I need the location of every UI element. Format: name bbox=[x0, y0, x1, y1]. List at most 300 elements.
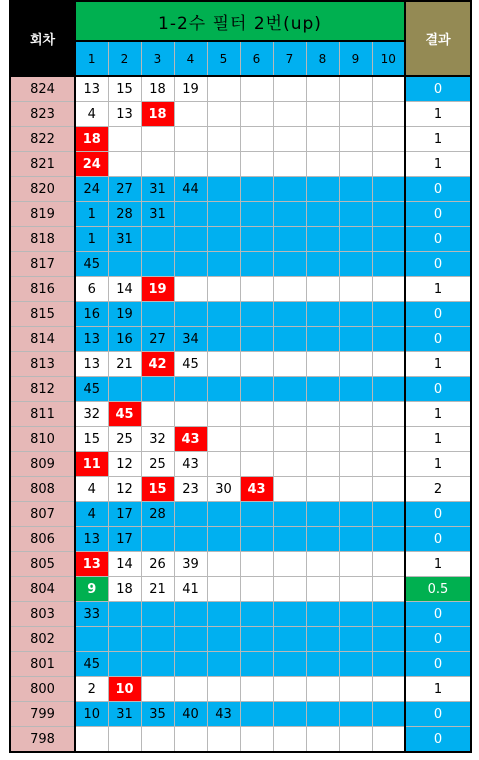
number-cell[interactable]: 27 bbox=[108, 177, 141, 202]
number-cell[interactable] bbox=[273, 602, 306, 627]
number-cell[interactable]: 35 bbox=[141, 702, 174, 727]
number-cell[interactable] bbox=[372, 727, 405, 753]
number-cell[interactable] bbox=[306, 427, 339, 452]
number-cell[interactable] bbox=[306, 602, 339, 627]
number-cell[interactable]: 43 bbox=[240, 477, 273, 502]
number-cell[interactable] bbox=[174, 602, 207, 627]
round-cell[interactable]: 804 bbox=[10, 577, 75, 602]
number-cell[interactable]: 15 bbox=[108, 76, 141, 102]
number-cell[interactable]: 34 bbox=[174, 327, 207, 352]
round-cell[interactable]: 822 bbox=[10, 127, 75, 152]
number-cell[interactable] bbox=[372, 702, 405, 727]
number-cell[interactable] bbox=[306, 502, 339, 527]
number-cell[interactable] bbox=[273, 477, 306, 502]
number-cell[interactable] bbox=[108, 252, 141, 277]
number-cell[interactable] bbox=[339, 452, 372, 477]
number-cell[interactable] bbox=[174, 527, 207, 552]
number-cell[interactable] bbox=[240, 76, 273, 102]
number-cell[interactable]: 13 bbox=[75, 352, 108, 377]
number-cell[interactable]: 28 bbox=[141, 502, 174, 527]
number-cell[interactable] bbox=[240, 652, 273, 677]
number-cell[interactable] bbox=[141, 727, 174, 753]
number-cell[interactable] bbox=[108, 627, 141, 652]
number-cell[interactable] bbox=[339, 502, 372, 527]
column-header[interactable]: 10 bbox=[372, 41, 405, 76]
round-cell[interactable]: 821 bbox=[10, 152, 75, 177]
round-cell[interactable]: 803 bbox=[10, 602, 75, 627]
number-cell[interactable] bbox=[240, 677, 273, 702]
number-cell[interactable] bbox=[174, 152, 207, 177]
number-cell[interactable]: 28 bbox=[108, 202, 141, 227]
number-cell[interactable]: 13 bbox=[75, 552, 108, 577]
round-cell[interactable]: 802 bbox=[10, 627, 75, 652]
number-cell[interactable] bbox=[306, 177, 339, 202]
number-cell[interactable] bbox=[207, 502, 240, 527]
number-cell[interactable]: 43 bbox=[207, 702, 240, 727]
number-cell[interactable]: 10 bbox=[108, 677, 141, 702]
number-cell[interactable] bbox=[174, 277, 207, 302]
number-cell[interactable] bbox=[339, 377, 372, 402]
column-header[interactable]: 5 bbox=[207, 41, 240, 76]
result-cell[interactable]: 0 bbox=[405, 377, 471, 402]
number-cell[interactable] bbox=[108, 602, 141, 627]
number-cell[interactable] bbox=[372, 102, 405, 127]
number-cell[interactable]: 45 bbox=[75, 377, 108, 402]
number-cell[interactable]: 23 bbox=[174, 477, 207, 502]
number-cell[interactable]: 19 bbox=[108, 302, 141, 327]
result-cell[interactable]: 1 bbox=[405, 102, 471, 127]
result-cell[interactable]: 1 bbox=[405, 427, 471, 452]
number-cell[interactable]: 13 bbox=[75, 527, 108, 552]
number-cell[interactable] bbox=[174, 227, 207, 252]
number-cell[interactable]: 1 bbox=[75, 202, 108, 227]
number-cell[interactable] bbox=[372, 452, 405, 477]
result-cell[interactable]: 1 bbox=[405, 152, 471, 177]
number-cell[interactable]: 4 bbox=[75, 477, 108, 502]
column-header[interactable]: 4 bbox=[174, 41, 207, 76]
number-cell[interactable] bbox=[240, 577, 273, 602]
round-cell[interactable]: 813 bbox=[10, 352, 75, 377]
number-cell[interactable] bbox=[207, 76, 240, 102]
number-cell[interactable]: 10 bbox=[75, 702, 108, 727]
number-cell[interactable] bbox=[306, 677, 339, 702]
number-cell[interactable] bbox=[273, 352, 306, 377]
number-cell[interactable] bbox=[372, 302, 405, 327]
number-cell[interactable] bbox=[273, 127, 306, 152]
table-title[interactable]: 1-2수 필터 2번(up) bbox=[75, 1, 405, 41]
round-cell[interactable]: 818 bbox=[10, 227, 75, 252]
number-cell[interactable] bbox=[240, 702, 273, 727]
result-cell[interactable]: 1 bbox=[405, 402, 471, 427]
result-cell[interactable]: 1 bbox=[405, 677, 471, 702]
round-cell[interactable]: 805 bbox=[10, 552, 75, 577]
number-cell[interactable] bbox=[207, 377, 240, 402]
number-cell[interactable] bbox=[372, 627, 405, 652]
number-cell[interactable] bbox=[372, 377, 405, 402]
round-cell[interactable]: 801 bbox=[10, 652, 75, 677]
number-cell[interactable]: 1 bbox=[75, 227, 108, 252]
number-cell[interactable]: 25 bbox=[108, 427, 141, 452]
number-cell[interactable] bbox=[141, 402, 174, 427]
number-cell[interactable] bbox=[339, 102, 372, 127]
number-cell[interactable] bbox=[339, 202, 372, 227]
number-cell[interactable] bbox=[372, 327, 405, 352]
number-cell[interactable] bbox=[306, 127, 339, 152]
number-cell[interactable]: 21 bbox=[141, 577, 174, 602]
number-cell[interactable]: 18 bbox=[141, 76, 174, 102]
number-cell[interactable] bbox=[273, 627, 306, 652]
number-cell[interactable] bbox=[306, 277, 339, 302]
result-cell[interactable]: 0 bbox=[405, 202, 471, 227]
round-cell[interactable]: 806 bbox=[10, 527, 75, 552]
number-cell[interactable] bbox=[207, 327, 240, 352]
round-cell[interactable]: 800 bbox=[10, 677, 75, 702]
number-cell[interactable] bbox=[174, 127, 207, 152]
number-cell[interactable]: 18 bbox=[108, 577, 141, 602]
number-cell[interactable] bbox=[339, 527, 372, 552]
number-cell[interactable] bbox=[306, 302, 339, 327]
number-cell[interactable] bbox=[273, 152, 306, 177]
number-cell[interactable] bbox=[240, 202, 273, 227]
number-cell[interactable]: 13 bbox=[108, 102, 141, 127]
number-cell[interactable] bbox=[372, 527, 405, 552]
number-cell[interactable]: 16 bbox=[108, 327, 141, 352]
number-cell[interactable] bbox=[141, 152, 174, 177]
number-cell[interactable] bbox=[174, 252, 207, 277]
number-cell[interactable] bbox=[339, 427, 372, 452]
number-cell[interactable] bbox=[240, 452, 273, 477]
number-cell[interactable] bbox=[273, 277, 306, 302]
number-cell[interactable] bbox=[207, 202, 240, 227]
number-cell[interactable] bbox=[306, 327, 339, 352]
number-cell[interactable] bbox=[306, 552, 339, 577]
number-cell[interactable] bbox=[273, 577, 306, 602]
round-cell[interactable]: 820 bbox=[10, 177, 75, 202]
number-cell[interactable] bbox=[141, 652, 174, 677]
number-cell[interactable] bbox=[273, 202, 306, 227]
number-cell[interactable] bbox=[240, 177, 273, 202]
number-cell[interactable] bbox=[372, 252, 405, 277]
number-cell[interactable] bbox=[339, 702, 372, 727]
result-cell[interactable]: 0.5 bbox=[405, 577, 471, 602]
number-cell[interactable] bbox=[339, 352, 372, 377]
number-cell[interactable] bbox=[372, 552, 405, 577]
number-cell[interactable] bbox=[240, 252, 273, 277]
number-cell[interactable]: 12 bbox=[108, 452, 141, 477]
number-cell[interactable] bbox=[273, 727, 306, 753]
number-cell[interactable] bbox=[141, 627, 174, 652]
number-cell[interactable]: 14 bbox=[108, 552, 141, 577]
number-cell[interactable] bbox=[306, 152, 339, 177]
number-cell[interactable] bbox=[240, 377, 273, 402]
column-header[interactable]: 3 bbox=[141, 41, 174, 76]
number-cell[interactable] bbox=[141, 602, 174, 627]
number-cell[interactable]: 19 bbox=[174, 76, 207, 102]
number-cell[interactable] bbox=[306, 527, 339, 552]
column-header[interactable]: 8 bbox=[306, 41, 339, 76]
number-cell[interactable] bbox=[372, 227, 405, 252]
round-cell[interactable]: 799 bbox=[10, 702, 75, 727]
round-cell[interactable]: 815 bbox=[10, 302, 75, 327]
number-cell[interactable] bbox=[273, 102, 306, 127]
number-cell[interactable] bbox=[273, 502, 306, 527]
number-cell[interactable] bbox=[141, 252, 174, 277]
number-cell[interactable]: 25 bbox=[141, 452, 174, 477]
round-cell[interactable]: 824 bbox=[10, 76, 75, 102]
number-cell[interactable] bbox=[372, 76, 405, 102]
number-cell[interactable] bbox=[339, 652, 372, 677]
round-cell[interactable]: 811 bbox=[10, 402, 75, 427]
number-cell[interactable] bbox=[108, 652, 141, 677]
number-cell[interactable]: 31 bbox=[108, 227, 141, 252]
result-cell[interactable]: 1 bbox=[405, 127, 471, 152]
number-cell[interactable] bbox=[273, 677, 306, 702]
number-cell[interactable]: 17 bbox=[108, 527, 141, 552]
number-cell[interactable] bbox=[207, 152, 240, 177]
number-cell[interactable] bbox=[75, 727, 108, 753]
round-cell[interactable]: 816 bbox=[10, 277, 75, 302]
column-header[interactable]: 9 bbox=[339, 41, 372, 76]
number-cell[interactable] bbox=[174, 377, 207, 402]
number-cell[interactable] bbox=[240, 127, 273, 152]
number-cell[interactable] bbox=[75, 627, 108, 652]
number-cell[interactable] bbox=[339, 177, 372, 202]
number-cell[interactable]: 44 bbox=[174, 177, 207, 202]
number-cell[interactable] bbox=[372, 427, 405, 452]
number-cell[interactable]: 32 bbox=[75, 402, 108, 427]
number-cell[interactable] bbox=[207, 127, 240, 152]
number-cell[interactable]: 31 bbox=[141, 202, 174, 227]
number-cell[interactable] bbox=[207, 727, 240, 753]
number-cell[interactable]: 24 bbox=[75, 177, 108, 202]
number-cell[interactable] bbox=[306, 377, 339, 402]
number-cell[interactable]: 40 bbox=[174, 702, 207, 727]
column-header[interactable]: 2 bbox=[108, 41, 141, 76]
number-cell[interactable] bbox=[174, 402, 207, 427]
number-cell[interactable] bbox=[372, 177, 405, 202]
number-cell[interactable]: 31 bbox=[141, 177, 174, 202]
number-cell[interactable]: 31 bbox=[108, 702, 141, 727]
number-cell[interactable] bbox=[273, 427, 306, 452]
number-cell[interactable]: 33 bbox=[75, 602, 108, 627]
number-cell[interactable]: 43 bbox=[174, 427, 207, 452]
number-cell[interactable] bbox=[372, 277, 405, 302]
number-cell[interactable] bbox=[273, 302, 306, 327]
result-cell[interactable]: 0 bbox=[405, 302, 471, 327]
number-cell[interactable] bbox=[372, 127, 405, 152]
number-cell[interactable] bbox=[306, 402, 339, 427]
number-cell[interactable]: 9 bbox=[75, 577, 108, 602]
number-cell[interactable]: 6 bbox=[75, 277, 108, 302]
number-cell[interactable] bbox=[174, 627, 207, 652]
number-cell[interactable] bbox=[339, 552, 372, 577]
number-cell[interactable] bbox=[108, 127, 141, 152]
number-cell[interactable] bbox=[240, 102, 273, 127]
number-cell[interactable]: 21 bbox=[108, 352, 141, 377]
number-cell[interactable]: 15 bbox=[141, 477, 174, 502]
number-cell[interactable]: 32 bbox=[141, 427, 174, 452]
number-cell[interactable]: 13 bbox=[75, 327, 108, 352]
number-cell[interactable] bbox=[273, 76, 306, 102]
number-cell[interactable] bbox=[306, 76, 339, 102]
number-cell[interactable]: 19 bbox=[141, 277, 174, 302]
result-cell[interactable]: 0 bbox=[405, 327, 471, 352]
number-cell[interactable] bbox=[240, 627, 273, 652]
number-cell[interactable] bbox=[273, 527, 306, 552]
number-cell[interactable] bbox=[306, 352, 339, 377]
result-cell[interactable]: 1 bbox=[405, 277, 471, 302]
number-cell[interactable] bbox=[207, 277, 240, 302]
number-cell[interactable] bbox=[372, 577, 405, 602]
number-cell[interactable] bbox=[108, 377, 141, 402]
number-cell[interactable] bbox=[306, 452, 339, 477]
number-cell[interactable] bbox=[273, 227, 306, 252]
number-cell[interactable] bbox=[174, 652, 207, 677]
result-cell[interactable]: 0 bbox=[405, 252, 471, 277]
number-cell[interactable] bbox=[273, 327, 306, 352]
number-cell[interactable] bbox=[273, 402, 306, 427]
number-cell[interactable] bbox=[207, 227, 240, 252]
number-cell[interactable] bbox=[306, 577, 339, 602]
number-cell[interactable]: 13 bbox=[75, 76, 108, 102]
number-cell[interactable]: 26 bbox=[141, 552, 174, 577]
number-cell[interactable] bbox=[372, 352, 405, 377]
result-cell[interactable]: 1 bbox=[405, 552, 471, 577]
result-cell[interactable]: 0 bbox=[405, 702, 471, 727]
number-cell[interactable] bbox=[339, 402, 372, 427]
number-cell[interactable]: 39 bbox=[174, 552, 207, 577]
number-cell[interactable] bbox=[339, 152, 372, 177]
number-cell[interactable]: 43 bbox=[174, 452, 207, 477]
result-cell[interactable]: 0 bbox=[405, 177, 471, 202]
result-cell[interactable]: 0 bbox=[405, 502, 471, 527]
number-cell[interactable] bbox=[207, 402, 240, 427]
number-cell[interactable]: 18 bbox=[75, 127, 108, 152]
number-cell[interactable]: 41 bbox=[174, 577, 207, 602]
number-cell[interactable] bbox=[207, 527, 240, 552]
result-cell[interactable]: 0 bbox=[405, 627, 471, 652]
number-cell[interactable] bbox=[372, 202, 405, 227]
number-cell[interactable] bbox=[207, 677, 240, 702]
round-cell[interactable]: 812 bbox=[10, 377, 75, 402]
round-cell[interactable]: 823 bbox=[10, 102, 75, 127]
result-header[interactable]: 결과 bbox=[405, 1, 471, 76]
number-cell[interactable] bbox=[141, 527, 174, 552]
number-cell[interactable]: 45 bbox=[75, 652, 108, 677]
number-cell[interactable] bbox=[141, 127, 174, 152]
number-cell[interactable]: 17 bbox=[108, 502, 141, 527]
number-cell[interactable] bbox=[372, 602, 405, 627]
number-cell[interactable] bbox=[207, 302, 240, 327]
round-cell[interactable]: 809 bbox=[10, 452, 75, 477]
number-cell[interactable] bbox=[240, 327, 273, 352]
number-cell[interactable] bbox=[174, 502, 207, 527]
result-cell[interactable]: 0 bbox=[405, 527, 471, 552]
result-cell[interactable]: 2 bbox=[405, 477, 471, 502]
round-cell[interactable]: 817 bbox=[10, 252, 75, 277]
number-cell[interactable] bbox=[240, 352, 273, 377]
number-cell[interactable]: 15 bbox=[75, 427, 108, 452]
number-cell[interactable] bbox=[372, 477, 405, 502]
column-header[interactable]: 7 bbox=[273, 41, 306, 76]
number-cell[interactable] bbox=[273, 377, 306, 402]
number-cell[interactable] bbox=[240, 227, 273, 252]
number-cell[interactable] bbox=[240, 152, 273, 177]
number-cell[interactable]: 4 bbox=[75, 102, 108, 127]
number-cell[interactable] bbox=[339, 727, 372, 753]
number-cell[interactable]: 30 bbox=[207, 477, 240, 502]
number-cell[interactable]: 45 bbox=[174, 352, 207, 377]
number-cell[interactable] bbox=[141, 227, 174, 252]
number-cell[interactable] bbox=[108, 152, 141, 177]
result-cell[interactable]: 1 bbox=[405, 352, 471, 377]
number-cell[interactable] bbox=[339, 627, 372, 652]
number-cell[interactable] bbox=[240, 602, 273, 627]
number-cell[interactable] bbox=[108, 727, 141, 753]
number-cell[interactable] bbox=[339, 277, 372, 302]
number-cell[interactable] bbox=[174, 302, 207, 327]
number-cell[interactable] bbox=[306, 252, 339, 277]
number-cell[interactable] bbox=[339, 127, 372, 152]
round-cell[interactable]: 807 bbox=[10, 502, 75, 527]
number-cell[interactable] bbox=[174, 202, 207, 227]
round-cell[interactable]: 814 bbox=[10, 327, 75, 352]
number-cell[interactable] bbox=[306, 227, 339, 252]
number-cell[interactable] bbox=[339, 302, 372, 327]
result-cell[interactable]: 0 bbox=[405, 602, 471, 627]
number-cell[interactable] bbox=[207, 177, 240, 202]
number-cell[interactable] bbox=[306, 102, 339, 127]
number-cell[interactable]: 42 bbox=[141, 352, 174, 377]
number-cell[interactable] bbox=[240, 277, 273, 302]
number-cell[interactable] bbox=[273, 252, 306, 277]
round-cell[interactable]: 810 bbox=[10, 427, 75, 452]
number-cell[interactable]: 45 bbox=[75, 252, 108, 277]
number-cell[interactable] bbox=[372, 652, 405, 677]
number-cell[interactable] bbox=[240, 527, 273, 552]
number-cell[interactable]: 24 bbox=[75, 152, 108, 177]
number-cell[interactable] bbox=[372, 152, 405, 177]
number-cell[interactable] bbox=[141, 377, 174, 402]
number-cell[interactable] bbox=[306, 727, 339, 753]
number-cell[interactable] bbox=[141, 302, 174, 327]
number-cell[interactable] bbox=[339, 477, 372, 502]
column-header[interactable]: 6 bbox=[240, 41, 273, 76]
number-cell[interactable] bbox=[339, 327, 372, 352]
number-cell[interactable] bbox=[339, 577, 372, 602]
number-cell[interactable] bbox=[306, 702, 339, 727]
round-cell[interactable]: 808 bbox=[10, 477, 75, 502]
result-cell[interactable]: 1 bbox=[405, 452, 471, 477]
result-cell[interactable]: 0 bbox=[405, 727, 471, 753]
number-cell[interactable] bbox=[306, 652, 339, 677]
number-cell[interactable] bbox=[174, 102, 207, 127]
number-cell[interactable] bbox=[372, 402, 405, 427]
number-cell[interactable] bbox=[306, 627, 339, 652]
result-cell[interactable]: 0 bbox=[405, 652, 471, 677]
number-cell[interactable] bbox=[339, 602, 372, 627]
number-cell[interactable]: 18 bbox=[141, 102, 174, 127]
number-cell[interactable] bbox=[207, 452, 240, 477]
number-cell[interactable] bbox=[240, 552, 273, 577]
number-cell[interactable] bbox=[273, 452, 306, 477]
number-cell[interactable] bbox=[141, 677, 174, 702]
number-cell[interactable] bbox=[207, 552, 240, 577]
round-cell[interactable]: 798 bbox=[10, 727, 75, 753]
number-cell[interactable]: 27 bbox=[141, 327, 174, 352]
result-cell[interactable]: 0 bbox=[405, 76, 471, 102]
number-cell[interactable] bbox=[207, 577, 240, 602]
